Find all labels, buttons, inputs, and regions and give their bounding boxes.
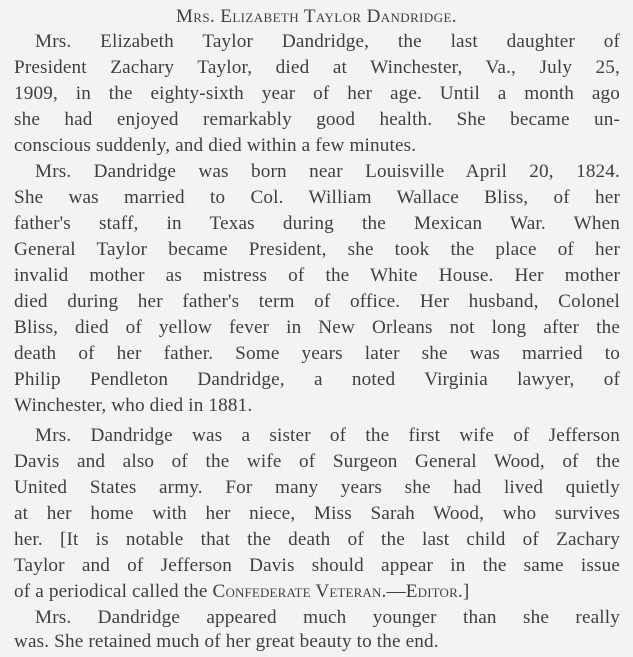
paragraph-2-line-2: She was married to Col. William Wallace Bliss, of her	[14, 187, 620, 208]
paragraph-3-line-3: United States army. For many years she had lived quietly	[14, 477, 620, 498]
paragraph-3-line-2: Davis and also of the wife of Surgeon General Wood, of the	[14, 451, 620, 472]
paragraph-3-line-1: Mrs. Dandridge was a sister of the first wife of Jefferson	[35, 425, 620, 446]
paragraph-3-line-6: Taylor and of Jefferson Davis should appear in the same issue	[14, 555, 620, 576]
paragraph-3-line-7-suffix: ]	[462, 581, 470, 602]
paragraph-1-line-1: Mrs. Elizabeth Taylor Dandridge, the last daughter of	[35, 31, 620, 52]
article-title: Mrs. Elizabeth Taylor Dandridge.	[176, 6, 457, 27]
paragraph-3-line-4: at her home with her niece, Miss Sarah Wood, who survives	[14, 503, 620, 524]
paragraph-2-line-5: invalid mother as mistress of the White House. Her mother	[14, 265, 620, 286]
editor-note-smallcaps: Confederate Veteran.—Editor.	[212, 581, 463, 602]
paragraph-2-line-7: Bliss, died of yellow fever in New Orleans not long after the	[14, 317, 620, 338]
paragraph-4-line-1: Mrs. Dandridge appeared much younger than she really	[35, 607, 620, 628]
paragraph-2-line-6: died during her father's term of office. Her husband, Colonel	[14, 291, 620, 312]
paragraph-1-line-3: 1909, in the eighty-sixth year of her age. Until a month ago	[14, 83, 620, 104]
paragraph-2-line-3: father's staff, in Texas during the Mexican War. When	[14, 213, 620, 234]
paragraph-4-line-2: was. She retained much of her great beauty to the end.	[14, 631, 439, 652]
paragraph-2-line-10: Winchester, who died in 1881.	[14, 395, 253, 416]
paragraph-1-line-4: she had enjoyed remarkably good health. She became un-	[14, 109, 620, 130]
paragraph-3-line-5: her. [It is notable that the death of the last child of Zachary	[14, 529, 620, 550]
paragraph-2-line-8: death of her father. Some years later she was married to	[14, 343, 620, 364]
paragraph-3-line-7	[14, 580, 620, 604]
paragraph-1-line-5: conscious suddenly, and died within a few minutes.	[14, 135, 417, 156]
paragraph-2-line-1: Mrs. Dandridge was born near Louisville April 20, 1824.	[35, 161, 620, 182]
paragraph-3-line-7-prefix: of a periodical called the	[14, 581, 213, 602]
paragraph-1-line-2: President Zachary Taylor, died at Winchester, Va., July 25,	[14, 57, 620, 78]
paragraph-2-line-9: Philip Pendleton Dandridge, a noted Virginia lawyer, of	[14, 369, 620, 390]
paragraph-2-line-4: General Taylor became President, she took the place of her	[14, 239, 620, 260]
